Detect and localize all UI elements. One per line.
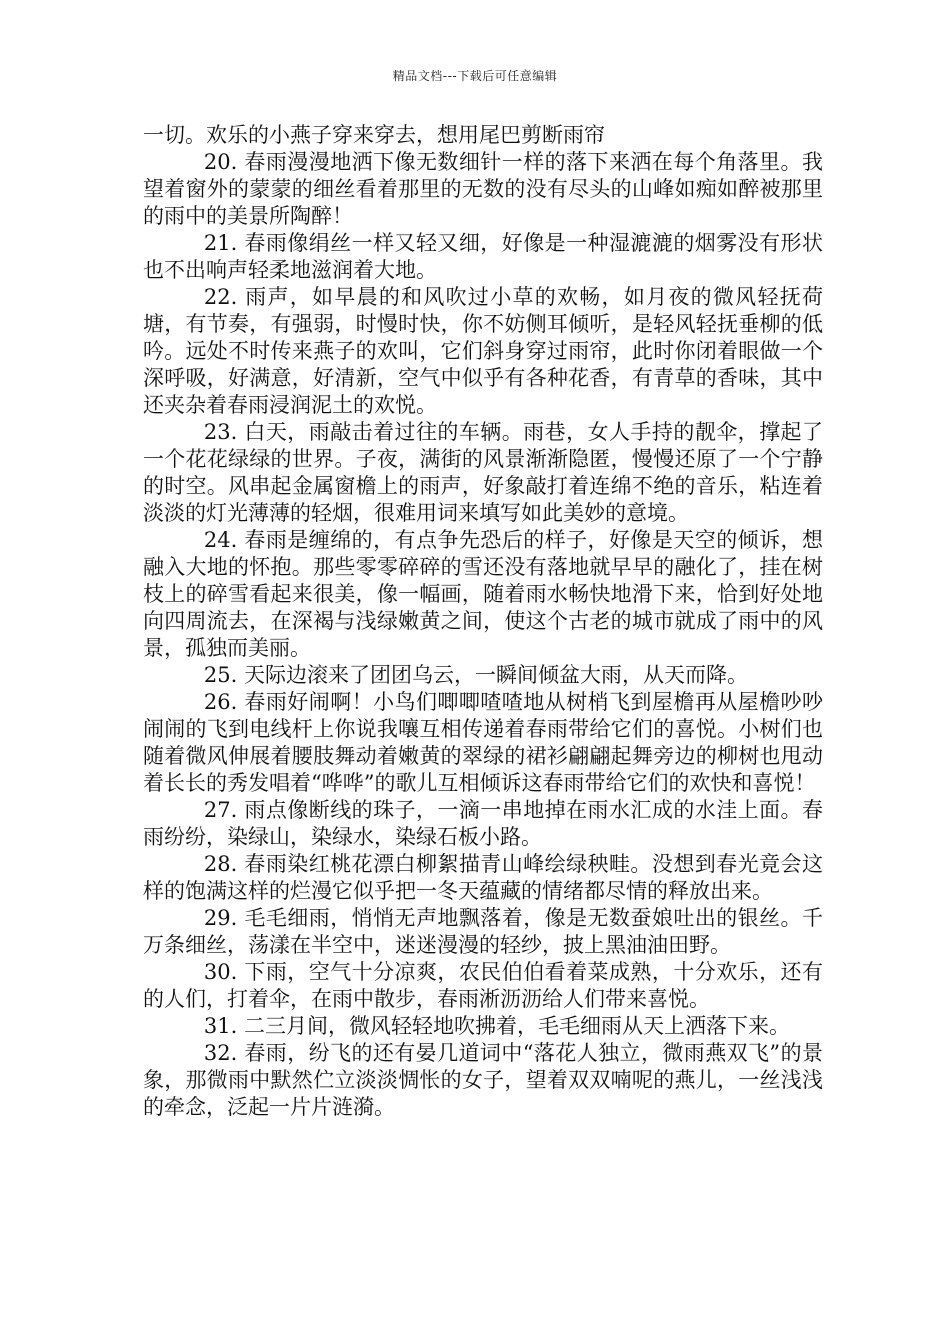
paragraph-25: 25. 天际边滚来了团团乌云，一瞬间倾盆大雨，从天而降。 (203, 663, 748, 687)
paragraph-20: 20. 春雨漫漫地洒下像无数细针一样的落下来洒在每个角落里。我望着窗外的蒙蒙的细丝看着那里的无数的没有尽头的山峰如痴如醉被那里的雨中的美景所陶醉！ (143, 150, 823, 228)
paragraph-21: 21. 春雨像绢丝一样又轻又细，好像是一种湿漉漉的烟雾没有形状也不出响声轻柔地滋润着大地。 (143, 231, 823, 282)
paragraph-32: 32. 春雨，纷飞的还有晏几道词中“落花人独立，微雨燕双飞”的景象，那微雨中默然伫立淡淡惆怅的女子，望着双双喃呢的燕儿，一丝浅浅的牵念，泛起一片片涟漪。 (143, 1041, 823, 1119)
paragraph-26: 26. 春雨好闹啊！小鸟们唧唧喳喳地从树梢飞到屋檐再从屋檐吵吵闹闹的飞到电线杆上你说我嚷互相传递着春雨带给它们的喜悦。小树们也随着微风伸展着腰肢舞动着嫩黄的翠绿的裙衫翩翩起舞旁边的柳树也甩动着长长的秀发唱着“哗哗”的歌儿互相倾诉这春雨带给它们的欢快和喜悦！ (143, 690, 823, 795)
paragraph-30: 30. 下雨，空气十分凉爽，农民伯伯看着菜成熟，十分欢乐，还有的人们，打着伞，在雨中散步，春雨淅沥沥给人们带来喜悦。 (143, 960, 823, 1011)
paragraph-24: 24. 春雨是缠绵的，有点争先恐后的样子，好像是天空的倾诉，想融入大地的怀抱。那些零零碎碎的雪还没有落地就早早的融化了，挂在树枝上的碎雪看起来很美，像一幅画，随着雨水畅快地滑下来，恰到好处地向四周流去，在深褐与浅绿嫩黄之间，使这个古老的城市就成了雨中的风景，孤独而美丽。 (143, 528, 823, 660)
paragraph-31: 31. 二三月间，微风轻轻地吹拂着，毛毛细雨从天上洒落下来。 (203, 1014, 790, 1038)
paragraph-29: 29. 毛毛细雨，悄悄无声地飘落着，像是无数蚕娘吐出的银丝。千万条细丝，荡漾在半空中，迷迷漫漫的轻纱，披上黑油油田野。 (143, 906, 823, 957)
paragraph-23: 23. 白天，雨敲击着过往的车辆。雨巷，女人手持的靓伞，撑起了一个花花绿绿的世界。子夜，满街的风景渐渐隐匿，慢慢还原了一个宁静的时空。风串起金属窗檐上的雨声，好象敲打着连绵不绝的音乐，粘连着淡淡的灯光薄薄的轻烟，很难用词来填写如此美妙的意境。 (143, 420, 823, 525)
paragraph-28: 28. 春雨染红桃花漂白柳絮描青山峰绘绿秧畦。没想到春光竟会这样的饱满这样的烂漫它似乎把一冬天蕴藏的情绪都尽情的释放出来。 (143, 852, 823, 903)
page-header: 精品文档---下载后可任意编辑 (392, 69, 558, 83)
paragraph-continuation: 一切。欢乐的小燕子穿来穿去，想用尾巴剪断雨帘 (143, 123, 605, 147)
paragraph-27: 27. 雨点像断线的珠子，一滴一串地掉在雨水汇成的水洼上面。春雨纷纷，染绿山，染绿水，染绿石板小路。 (143, 798, 823, 849)
document-body (143, 122, 823, 1121)
paragraph-22: 22. 雨声，如早晨的和风吹过小草的欢畅，如月夜的微风轻抚荷塘，有节奏，有强弱，时慢时快，你不妨侧耳倾听，是轻风轻抚垂柳的低吟。远处不时传来燕子的欢叫，它们斜身穿过雨帘，此时你闭着眼做一个深呼吸，好满意，好清新，空气中似乎有各种花香，有青草的香味，其中还夹杂着春雨浸润泥土的欢悦。 (143, 285, 823, 417)
